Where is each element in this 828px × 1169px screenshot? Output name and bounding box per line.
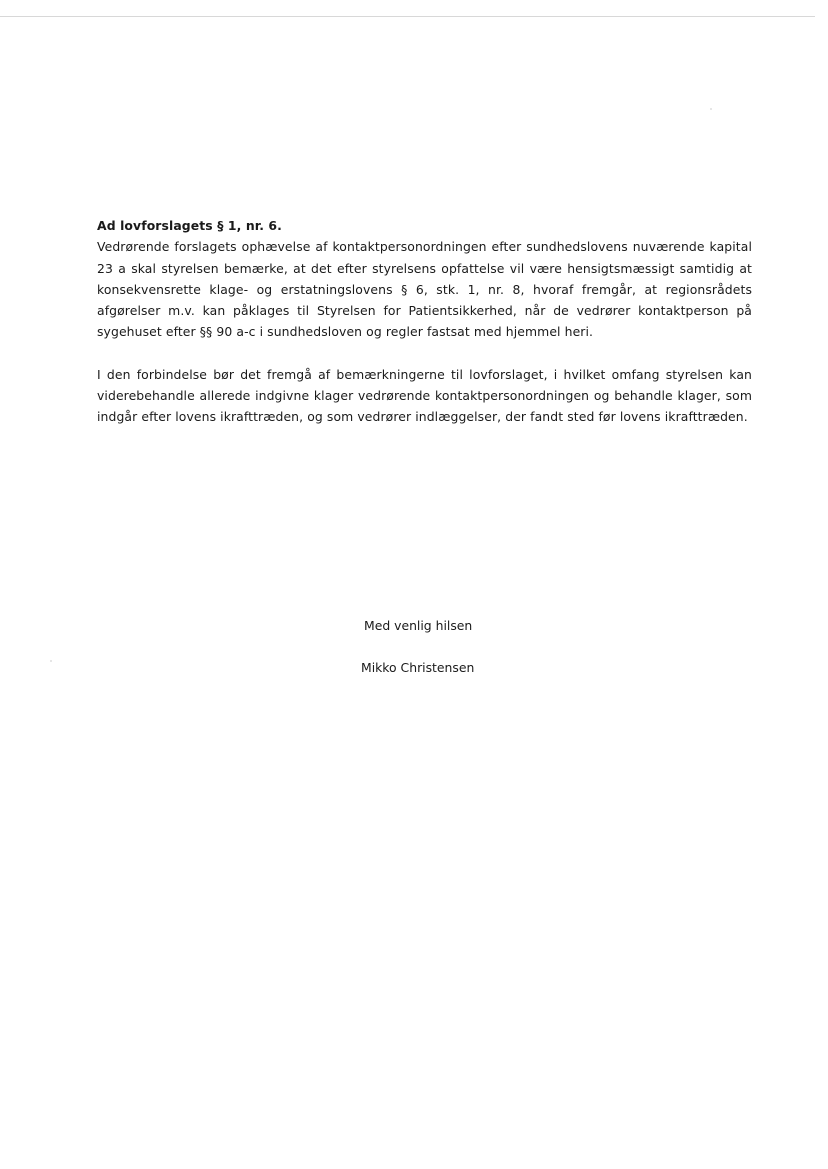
letter-body: [97, 215, 752, 428]
signature-name: Mikko Christensen: [361, 660, 475, 675]
paragraph-2: I den forbindelse bør det fremgå af bemærkningerne til lovforslaget, i hvilket omfang styrelsen kan viderebehandle allerede indgivne klager vedrørende kontaktpersonordningen og behandle klager, som indgår efter lovens ikrafttræden, og som vedrører indlæggelser, der fandt sted før lovens ikrafttræden.: [97, 366, 752, 425]
section-heading: Ad lovforslagets § 1, nr. 6.: [97, 218, 282, 233]
closing-greeting: Med venlig hilsen: [364, 618, 473, 633]
paragraph-1: Vedrørende forslagets ophævelse af kontaktpersonordningen efter sundhedslovens nuværende kapital 23 a skal styrelsen bemærke, at det efter styrelsens opfattelse vil være hensigtsmæssigt samtidig at konsekvensrette klage- og erstatningslovens § 6, stk. 1, nr. 8, hvoraf fremgår, at regionsrådets afgørelser m.v. kan påklages til Styrelsen for Patientsikkerhed, når de vedrører kontaktperson på sygehuset efter §§ 90 a-c i sundhedsloven og regler fastsat med hjemmel heri.: [97, 239, 752, 340]
top-rule: [0, 16, 815, 17]
scan-speck: [50, 660, 52, 662]
scan-speck: [710, 108, 712, 110]
